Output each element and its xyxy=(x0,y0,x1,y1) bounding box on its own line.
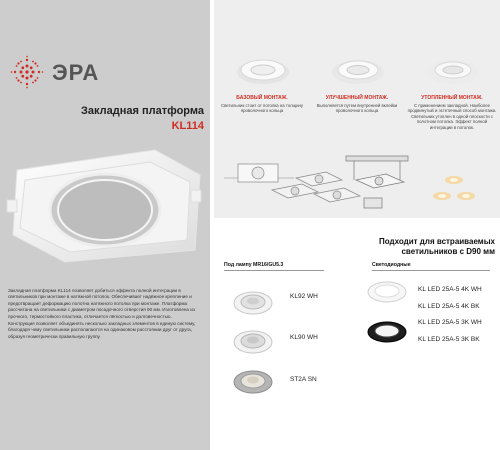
lamp-led-wh-image xyxy=(366,276,408,306)
product-label: KL LED 25A-5 3K WH xyxy=(418,319,482,326)
mount-text: С применением закладной. Наиболее продвинутый и эстетичный способ монтажа. Светильник утоплен в одной плоскости с полотном потолка. Эффект полной интеграции в потолок. xyxy=(407,103,497,130)
lamp-st2a-image xyxy=(232,366,274,396)
brand-name: ЭРА xyxy=(52,60,100,85)
mount-text: Выполняется путем внутренней вклейки проволочного кольца xyxy=(316,103,398,114)
product-label: KL90 WH xyxy=(290,334,318,341)
platform-title: Закладная платформа xyxy=(81,105,204,117)
description-paragraph: Закладная платформа KL114 позволяет добиться эффекта полной интеграции в светильников при монтаже в натяжной потолок. Обеспечивает надёжное крепление и предотвращает деформацию полотна натяжного потолка при монтаже. Платформа рассчитана на светильники с диаметром посадочного отверстия 90 мм. Изготовлена из прочного, термостойкого пластика, отличается лёгкостью и долговечностью. xyxy=(8,288,195,319)
mount-basic xyxy=(214,0,309,160)
product-label: KL LED 25A-5 4K WH xyxy=(418,286,482,293)
mount-types-panel xyxy=(214,0,500,218)
mount-title: УЛУЧШЕННЫЙ МОНТАЖ. xyxy=(325,95,389,101)
lamp-led-bk-image xyxy=(366,316,408,346)
downlight-image xyxy=(234,50,292,90)
era-logo-icon xyxy=(10,55,44,89)
product-label: KL92 WH xyxy=(290,293,318,300)
platform-description xyxy=(8,288,203,341)
mount-title: БАЗОВЫЙ МОНТАЖ. xyxy=(236,95,288,101)
column-header-mr16: Под лампу MR16/GU5.3 xyxy=(224,262,324,271)
column-header-led: Светодиодные xyxy=(372,262,490,271)
installation-diagrams xyxy=(214,150,500,218)
mount-text: Светильник стоит от потолка на толщину проволочного кольца xyxy=(220,103,304,114)
lamp-kl92-image xyxy=(232,287,274,317)
mount-title: УТОПЛЕННЫЙ МОНТАЖ. xyxy=(421,95,483,101)
mount-recessed xyxy=(404,0,499,160)
downlight-image xyxy=(424,50,482,90)
mount-improved xyxy=(309,0,404,160)
platform-image xyxy=(5,140,205,265)
product-label: KL LED 25A-5 3K BK xyxy=(418,336,480,343)
downlight-image xyxy=(329,50,387,90)
product-label: KL LED 25A-5 4K BK xyxy=(418,303,480,310)
left-panel xyxy=(0,0,210,450)
description-paragraph: Конструкция позволяет объединять несколько закладных элементов в единую систему, благодаря чему светильники располагаются на одинаковом расстоянии друг от друга, образуя геометрически правильную группу. xyxy=(8,321,196,339)
fits-heading: Подходит для встраиваемых светильников с D90 мм xyxy=(379,237,495,256)
lamp-kl90-image xyxy=(232,326,274,356)
product-label: ST2A SN xyxy=(290,376,317,383)
platform-code: KL114 xyxy=(171,120,204,132)
